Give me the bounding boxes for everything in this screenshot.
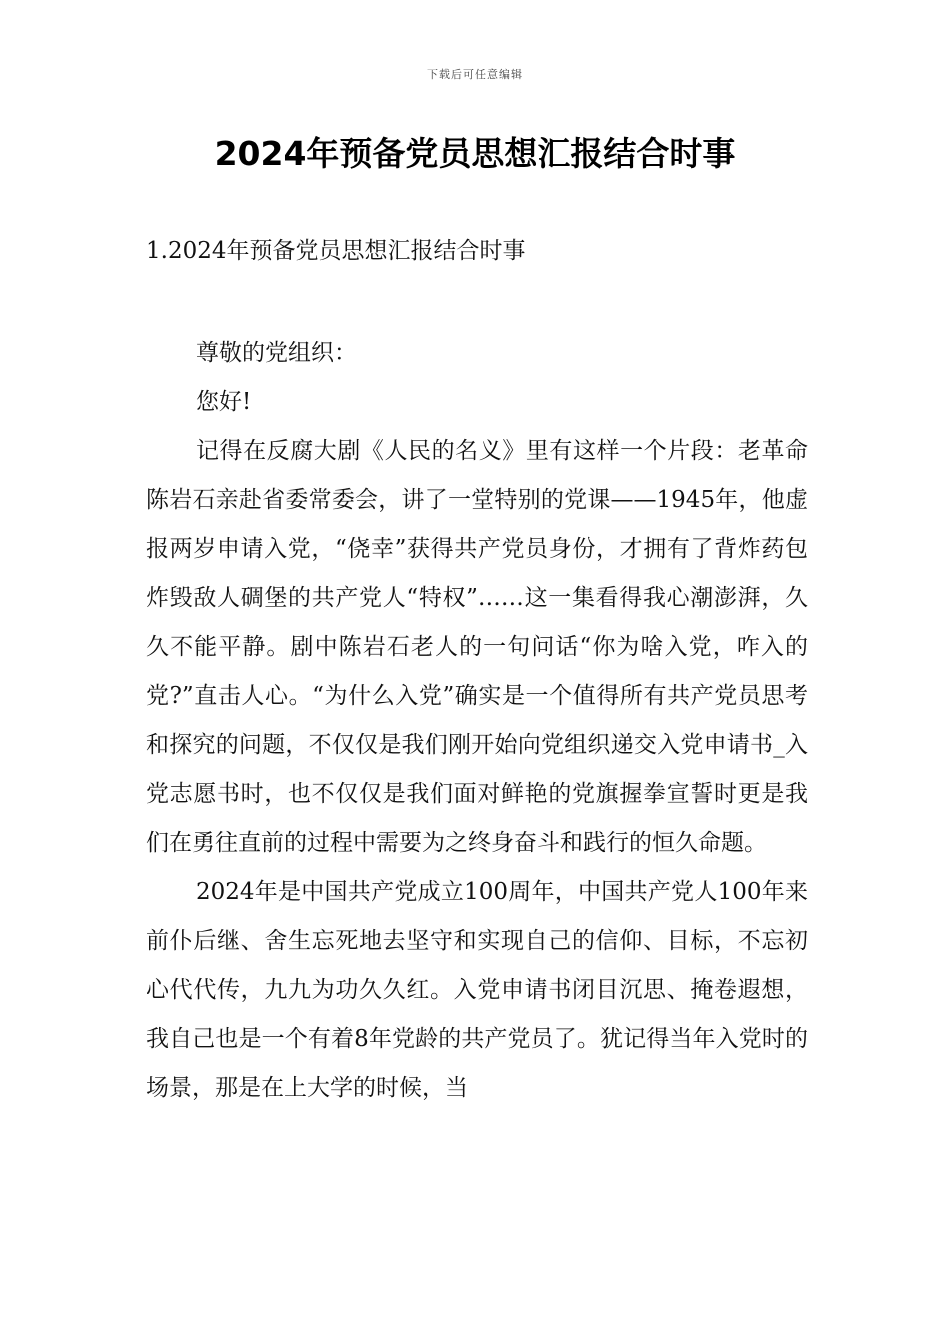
salutation: 尊敬的党组织： (196, 340, 357, 366)
paragraph-2: 2024年是中国共产党成立100周年，中国共产党人100年来前仆后继、舍生忘死地去坚守和实现自己的信仰、目标，不忘初心代代传，九九为功久久红。入党申请书闭目沉思、掩卷遐想，我自己也是一个有着8年党龄的共产党员了。犹记得当年入党时的场景，那是在上大学的时候，当 (146, 879, 808, 1101)
document-title: 2024年预备党员思想汇报结合时事 (214, 134, 736, 173)
section-heading: 1.2024年预备党员思想汇报结合时事 (146, 238, 526, 264)
paragraph-1: 记得在反腐大剧《人民的名义》里有这样一个片段：老革命陈岩石亲赴省委常委会，讲了一堂特别的党课——1945年，他虚报两岁申请入党，“侥幸”获得共产党员身份，才拥有了背炸药包炸毁敌人碉堡的共产党人“特权”……这一集看得我心潮澎湃，久久不能平静。剧中陈岩石老人的一句问话“你为啥入党，咋入的党?”直击人心。“为什么入党”确实是一个值得所有共产党员思考和探究的问题，不仅仅是我们刚开始向党组织递交入党申请书_入党志愿书时，也不仅仅是我们面对鲜艳的党旗握拳宣誓时更是我们在勇往直前的过程中需要为之终身奋斗和践行的恒久命题。 (146, 438, 808, 856)
greeting: 您好! (196, 389, 252, 415)
document-body (146, 329, 808, 1113)
header-note: 下载后可任意编辑 (427, 68, 523, 81)
